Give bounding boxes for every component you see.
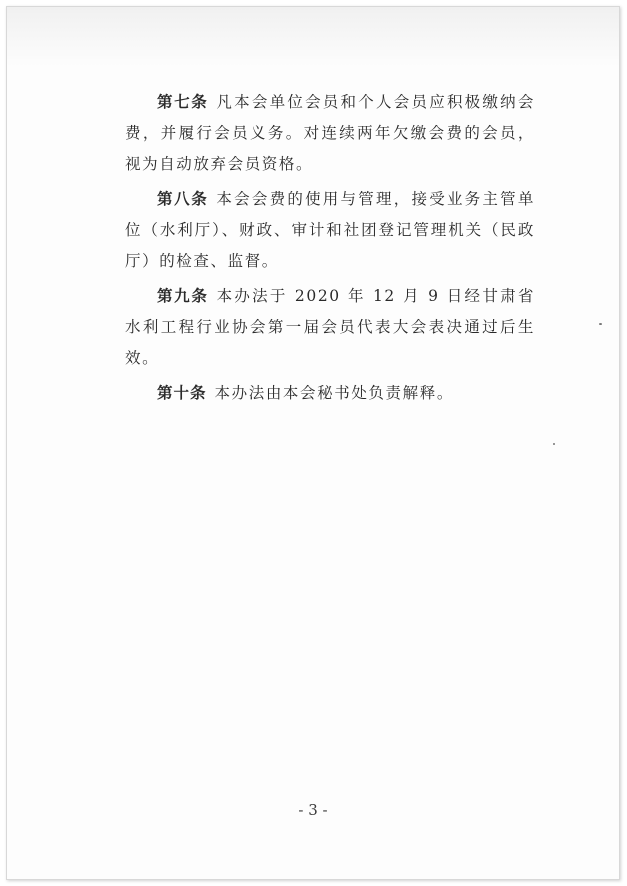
article-7 — [125, 87, 535, 180]
page-number: - 3 - — [298, 801, 328, 819]
scan-shadow — [7, 7, 619, 67]
document-page — [6, 6, 620, 880]
article-8-label: 第八条 — [157, 190, 209, 208]
scan-speck — [599, 323, 602, 325]
article-9 — [125, 281, 535, 374]
article-10-text: 本办法由本会秘书处负责解释。 — [214, 384, 454, 402]
article-9-text: 本办法于 2020 年 12 月 9 日经甘肃省水利工程行业协会第一届会员代表大会表决通过后生效。 — [125, 287, 535, 367]
article-10 — [125, 378, 535, 409]
article-7-label: 第七条 — [157, 93, 209, 111]
article-10-label: 第十条 — [157, 384, 207, 402]
scan-speck — [553, 443, 555, 445]
article-7-text: 凡本会单位会员和个人会员应积极缴纳会费，并履行会员义务。对连续两年欠缴会费的会员，视为自动放弃会员资格。 — [125, 93, 535, 173]
article-8 — [125, 184, 535, 277]
document-body — [125, 87, 535, 409]
article-9-label: 第九条 — [157, 287, 209, 305]
article-8-text: 本会会费的使用与管理，接受业务主管单位（水利厅）、财政、审计和社团登记管理机关（民政厅）的检查、监督。 — [125, 190, 535, 270]
